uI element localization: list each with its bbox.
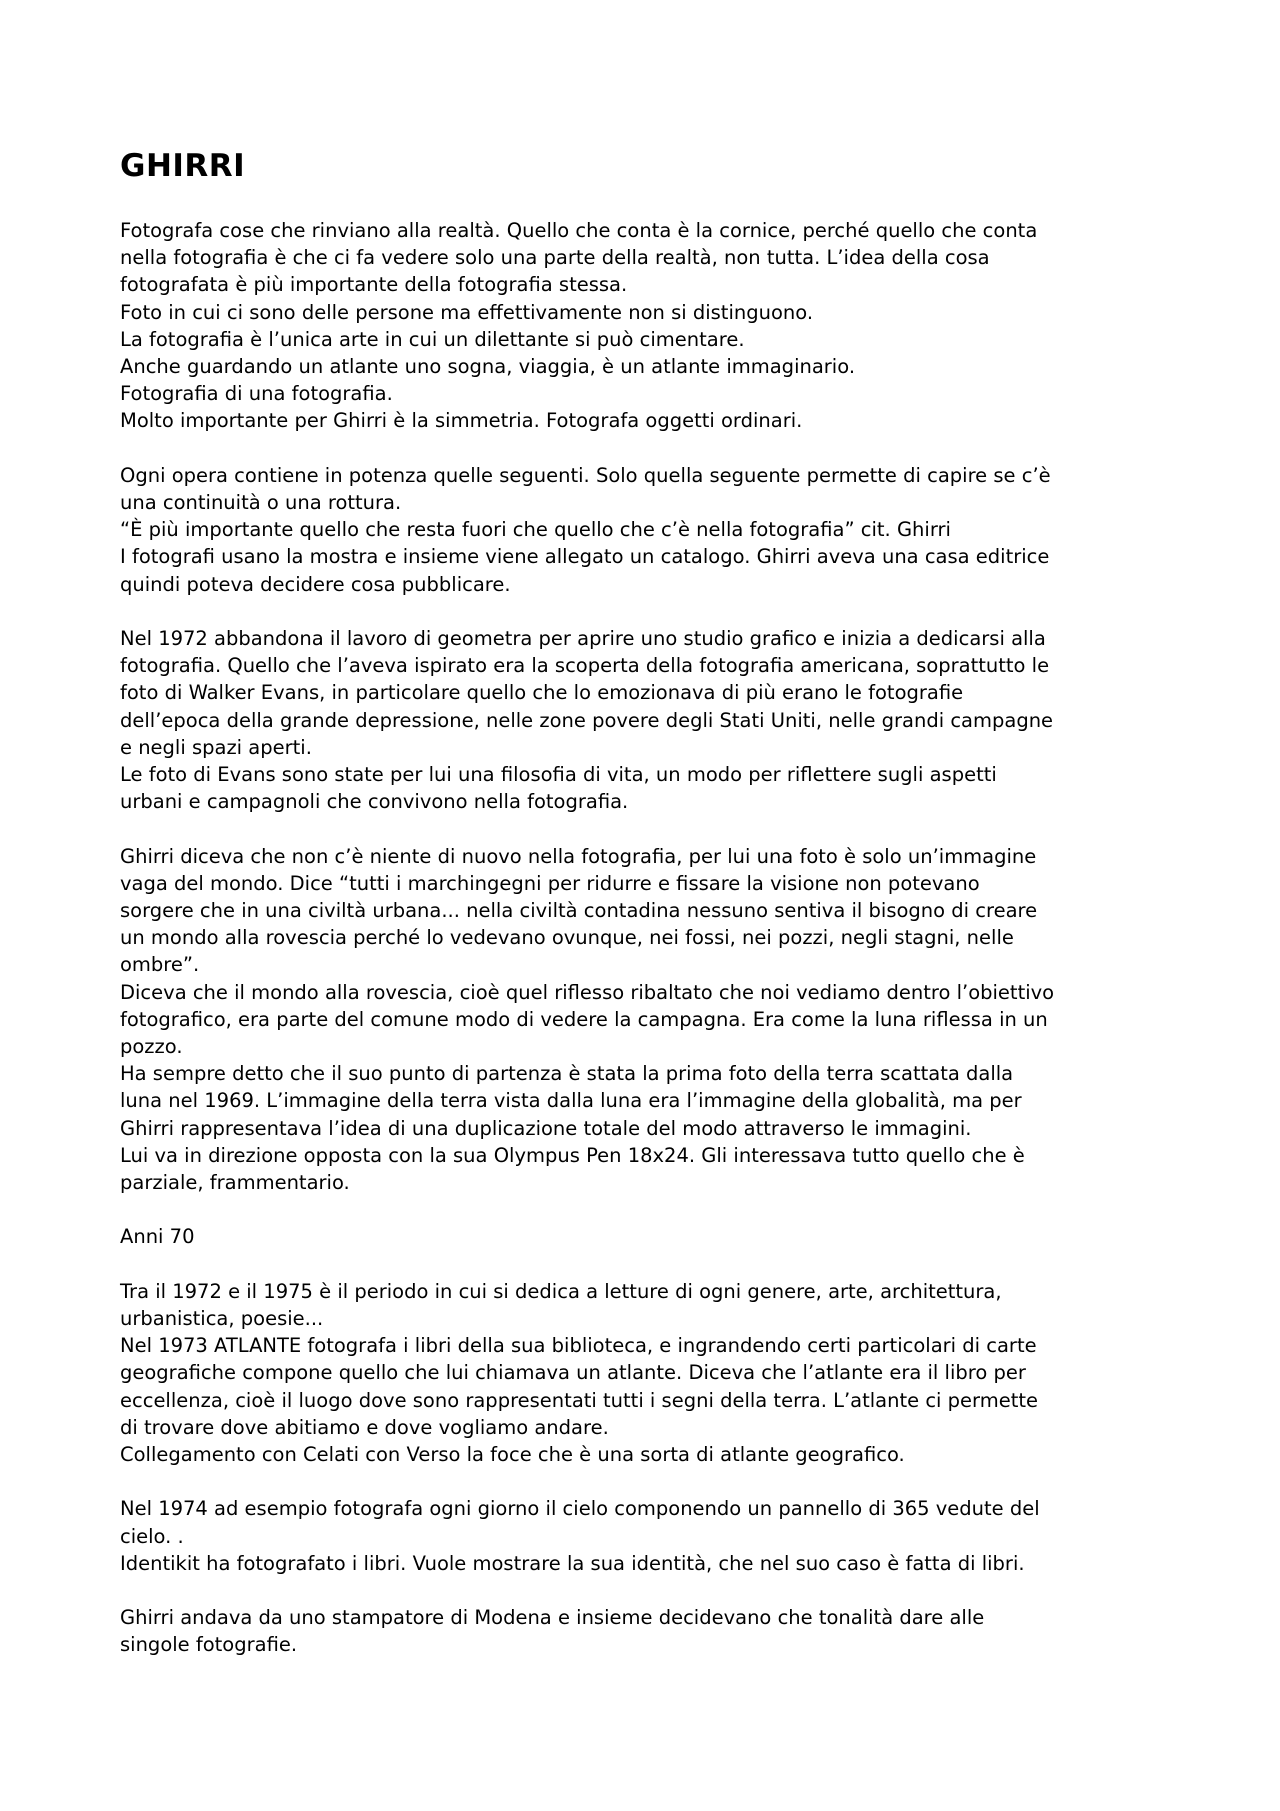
text-line: foto di Walker Evans, in particolare quello che lo emozionava di più erano le fotografie — [120, 681, 964, 705]
text-line: Nel 1973 ATLANTE fotografa i libri della sua biblioteca, e ingrandendo certi particolari di carte — [120, 1334, 1037, 1358]
text-line: luna nel 1969. L’immagine della terra vista dalla luna era l’immagine della globalità, ma per — [120, 1089, 1022, 1113]
paragraph — [120, 1495, 1170, 1577]
paragraph — [120, 843, 1170, 1197]
text-line: cielo. . — [120, 1524, 184, 1548]
text-line: fotografico, era parte del comune modo di vedere la campagna. Era come la luna riflessa in un — [120, 1007, 1048, 1031]
text-line: singole fotografie. — [120, 1633, 298, 1657]
text-line: urbanistica, poesie... — [120, 1307, 324, 1331]
paragraph — [120, 625, 1170, 815]
text-line: “È più importante quello che resta fuori che quello che c’è nella fotografia” cit. Ghirri — [120, 518, 951, 542]
text-line: Ghirri rappresentava l’idea di una duplicazione totale del modo attraverso le immagini. — [120, 1116, 972, 1140]
text-line: Foto in cui ci sono delle persone ma effettivamente non si distinguono. — [120, 300, 814, 324]
paragraph — [120, 1278, 1170, 1468]
text-line: urbani e campagnoli che convivono nella fotografia. — [120, 790, 629, 814]
text-line: Ha sempre detto che il suo punto di partenza è stata la prima foto della terra scattata dalla — [120, 1062, 1014, 1086]
text-line: nella fotografia è che ci fa vedere solo una parte della realtà, non tutta. L’idea della cosa — [120, 246, 990, 270]
text-line: parziale, frammentario. — [120, 1171, 350, 1195]
text-line: dell’epoca della grande depressione, nelle zone povere degli Stati Uniti, nelle grandi campagne — [120, 708, 1054, 732]
text-line: vaga del mondo. Dice “tutti i marchingegni per ridurre e fissare la visione non potevano — [120, 871, 980, 895]
text-line: Fotografia di una fotografia. — [120, 382, 393, 406]
text-line: Fotografa cose che rinviano alla realtà. Quello che conta è la cornice, perché quello che conta — [120, 219, 1038, 242]
text-line: di trovare dove abitiamo e dove vogliamo andare. — [120, 1415, 609, 1439]
text-line: Le foto di Evans sono state per lui una filosofia di vita, un modo per riflettere sugli aspetti — [120, 763, 997, 787]
paragraph — [120, 462, 1170, 598]
document-page — [120, 146, 1170, 1659]
text-line: Lui va in direzione opposta con la sua Olympus Pen 18x24. Gli interessava tutto quello che è — [120, 1143, 1025, 1167]
text-line: Anche guardando un atlante uno sogna, viaggia, è un atlante immaginario. — [120, 355, 856, 379]
paragraph — [120, 217, 1170, 435]
text-line: una continuità o una rottura. — [120, 491, 402, 515]
text-line: Diceva che il mondo alla rovescia, cioè quel riflesso ribaltato che noi vediamo dentro l’obiettivo — [120, 980, 1055, 1004]
text-line: Molto importante per Ghirri è la simmetria. Fotografa oggetti ordinari. — [120, 409, 803, 433]
text-line: Ghirri andava da uno stampatore di Modena e insieme decidevano che tonalità dare alle — [120, 1606, 985, 1630]
text-line: I fotografi usano la mostra e insieme viene allegato un catalogo. Ghirri aveva una casa editrice — [120, 545, 1050, 569]
text-line: Nel 1974 ad esempio fotografa ogni giorno il cielo componendo un pannello di 365 vedute del — [120, 1497, 1040, 1521]
text-line: pozzo. — [120, 1035, 183, 1059]
text-line: eccellenza, cioè il luogo dove sono rappresentati tutti i segni della terra. L’atlante ci permette — [120, 1388, 1038, 1412]
text-line: Nel 1972 abbandona il lavoro di geometra per aprire uno studio grafico e inizia a dedicarsi alla — [120, 627, 1046, 651]
text-line: Identikit ha fotografato i libri. Vuole mostrare la sua identità, che nel suo caso è fatta di libri. — [120, 1551, 1025, 1575]
section-heading-anni-70 — [120, 1223, 1170, 1250]
text-line: un mondo alla rovescia perché lo vedevano ovunque, nei fossi, nei pozzi, negli stagni, nelle — [120, 926, 1014, 950]
document-title: GHIRRI — [120, 148, 246, 184]
text-line: Collegamento con Celati con Verso la foce che è una sorta di atlante geografico. — [120, 1443, 905, 1467]
text-line: La fotografia è l’unica arte in cui un dilettante si può cimentare. — [120, 327, 745, 351]
text-line: geografiche compone quello che lui chiamava un atlante. Diceva che l’atlante era il libro per — [120, 1361, 1026, 1385]
text-line: Ghirri diceva che non c’è niente di nuovo nella fotografia, per lui una foto è solo un’immagine — [120, 844, 1037, 868]
text-line: Anni 70 — [120, 1225, 195, 1249]
text-line: fotografia. Quello che l’aveva ispirato era la scoperta della fotografia americana, soprattutto le — [120, 654, 1050, 678]
text-line: fotografata è più importante della fotografia stessa. — [120, 273, 628, 297]
text-line: quindi poteva decidere cosa pubblicare. — [120, 572, 511, 596]
text-line: ombre”. — [120, 953, 200, 977]
text-line: sorgere che in una civiltà urbana... nella civiltà contadina nessuno sentiva il bisogno di creare — [120, 899, 1038, 923]
text-line: Tra il 1972 e il 1975 è il periodo in cui si dedica a letture di ogni genere, arte, architettura, — [120, 1279, 1002, 1303]
paragraph — [120, 1604, 1170, 1658]
text-line: e negli spazi aperti. — [120, 735, 312, 759]
text-line: Ogni opera contiene in potenza quelle seguenti. Solo quella seguente permette di capire se c’è — [120, 463, 1051, 487]
